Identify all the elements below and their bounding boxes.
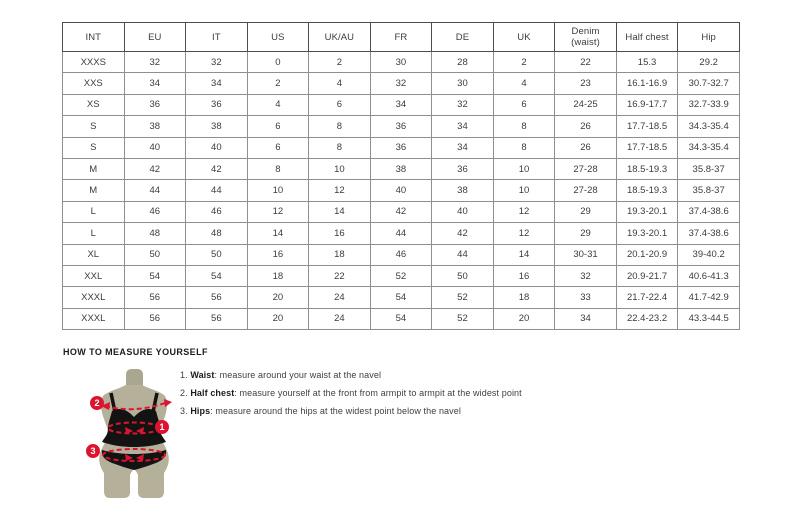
table-cell: 32 [186,52,248,73]
table-cell: 43.3-44.5 [678,308,740,329]
size-table-body [63,52,740,330]
table-cell: 36 [370,116,432,137]
badge-half-chest [90,396,104,410]
table-cell: 32 [370,73,432,94]
column-header: UK/AU [309,23,371,52]
table-cell: 12 [493,201,555,222]
table-cell: 20 [247,308,309,329]
table-cell: 18.5-19.3 [616,158,678,179]
table-cell: 22 [555,52,617,73]
table-cell: 6 [493,94,555,115]
table-cell: 52 [432,308,494,329]
table-cell: 44 [432,244,494,265]
table-cell: 16 [309,223,371,244]
badge-waist-number: 1 [159,422,165,433]
badge-hips [86,444,100,458]
table-cell: 36 [124,94,186,115]
table-cell: 4 [309,73,371,94]
table-cell: 42 [186,158,248,179]
table-cell: 40 [186,137,248,158]
table-cell: 50 [186,244,248,265]
table-cell: 54 [186,265,248,286]
table-cell: 24-25 [555,94,617,115]
instruction-number: 3. [180,406,191,416]
table-cell: S [63,137,125,158]
table-cell: 38 [186,116,248,137]
table-cell: 39-40.2 [678,244,740,265]
table-cell: 2 [309,52,371,73]
table-cell: 10 [247,180,309,201]
table-cell: XXXL [63,308,125,329]
table-cell: 10 [493,180,555,201]
size-table-head-row [63,23,740,52]
table-cell: 54 [370,308,432,329]
table-cell: 32 [432,94,494,115]
table-cell: 6 [309,94,371,115]
table-cell: 16 [247,244,309,265]
chest-arrow-right [164,399,172,407]
column-header: Denim (waist) [555,23,617,52]
table-cell: 14 [247,223,309,244]
table-row [63,52,740,73]
table-cell: 40 [432,201,494,222]
table-cell: 28 [432,52,494,73]
table-cell: XL [63,244,125,265]
table-cell: 42 [370,201,432,222]
table-cell: 48 [124,223,186,244]
column-header: DE [432,23,494,52]
table-cell: 40 [370,180,432,201]
table-cell: 17.7-18.5 [616,116,678,137]
table-cell: M [63,180,125,201]
table-cell: 52 [370,265,432,286]
column-header: Hip [678,23,740,52]
table-cell: 22 [309,265,371,286]
table-cell: 54 [370,287,432,308]
table-cell: 2 [247,73,309,94]
table-cell: XXXL [63,287,125,308]
table-cell: 44 [186,180,248,201]
table-cell: 26 [555,137,617,158]
table-row [63,73,740,94]
mannequin-illustration [78,369,192,501]
column-header: EU [124,23,186,52]
table-cell: S [63,116,125,137]
table-cell: L [63,201,125,222]
instruction-text: : measure yourself at the front from armpit to armpit at the widest point [234,388,522,398]
table-cell: 17.7-18.5 [616,137,678,158]
table-cell: 12 [309,180,371,201]
measure-instruction [180,366,522,384]
measure-instruction [180,384,522,402]
table-row [63,308,740,329]
table-cell: 14 [309,201,371,222]
column-header: UK [493,23,555,52]
table-cell: 18 [309,244,371,265]
table-cell: 35.8-37 [678,158,740,179]
size-table [62,22,740,330]
badge-half-chest-number: 2 [94,398,100,409]
table-cell: 34.3-35.4 [678,137,740,158]
instruction-label: Half chest [190,388,235,398]
table-cell: 56 [186,308,248,329]
table-cell: 44 [124,180,186,201]
table-cell: 30 [432,73,494,94]
measure-instruction [180,402,522,420]
table-cell: 27-28 [555,180,617,201]
table-cell: 30-31 [555,244,617,265]
table-row [63,223,740,244]
column-header: Half chest [616,23,678,52]
table-cell: 24 [309,287,371,308]
table-cell: 0 [247,52,309,73]
table-cell: 6 [247,116,309,137]
table-cell: 46 [124,201,186,222]
table-cell: 32 [124,52,186,73]
table-cell: 8 [309,137,371,158]
table-cell: 18 [493,287,555,308]
table-cell: 26 [555,116,617,137]
table-cell: 18.5-19.3 [616,180,678,201]
table-cell: 37.4-38.6 [678,223,740,244]
table-cell: 44 [370,223,432,244]
instruction-number: 2. [180,388,191,398]
table-cell: 8 [247,158,309,179]
column-header: IT [186,23,248,52]
table-cell: 38 [124,116,186,137]
table-cell: XXL [63,265,125,286]
table-cell: 36 [432,158,494,179]
table-cell: 20.1-20.9 [616,244,678,265]
table-cell: 2 [493,52,555,73]
instruction-label: Waist [190,370,215,380]
table-row [63,94,740,115]
instruction-text: : measure around your waist at the navel [214,370,382,380]
table-cell: 42 [432,223,494,244]
table-cell: L [63,223,125,244]
table-cell: 10 [493,158,555,179]
table-cell: 52 [432,287,494,308]
size-chart-section [62,22,740,330]
table-cell: 34 [124,73,186,94]
table-cell: 35.8-37 [678,180,740,201]
table-cell: XS [63,94,125,115]
table-cell: 54 [124,265,186,286]
table-cell: 37.4-38.6 [678,201,740,222]
table-row [63,137,740,158]
table-row [63,201,740,222]
table-cell: 18 [247,265,309,286]
table-cell: 29 [555,223,617,244]
column-header: US [247,23,309,52]
table-cell: 36 [370,137,432,158]
table-row [63,180,740,201]
table-cell: 15.3 [616,52,678,73]
table-cell: 42 [124,158,186,179]
table-cell: 34.3-35.4 [678,116,740,137]
table-row [63,158,740,179]
table-cell: 20 [493,308,555,329]
table-cell: 33 [555,287,617,308]
table-cell: 34 [432,116,494,137]
table-cell: 12 [247,201,309,222]
table-cell: 56 [124,287,186,308]
table-cell: 27-28 [555,158,617,179]
table-cell: 46 [370,244,432,265]
instruction-label: Hips [190,406,211,416]
table-cell: 34 [432,137,494,158]
table-cell: 21.7-22.4 [616,287,678,308]
table-cell: 30 [370,52,432,73]
table-cell: 40 [124,137,186,158]
table-cell: 38 [432,180,494,201]
table-cell: M [63,158,125,179]
table-cell: 16.1-16.9 [616,73,678,94]
table-cell: 22.4-23.2 [616,308,678,329]
table-cell: 29.2 [678,52,740,73]
table-cell: 32 [555,265,617,286]
table-cell: 30.7-32.7 [678,73,740,94]
table-cell: 23 [555,73,617,94]
table-cell: 8 [493,137,555,158]
instruction-text: : measure around the hips at the widest point below the navel [210,406,461,416]
table-cell: 36 [186,94,248,115]
column-header: FR [370,23,432,52]
table-cell: 16.9-17.7 [616,94,678,115]
table-cell: 40.6-41.3 [678,265,740,286]
table-cell: 19.3-20.1 [616,223,678,244]
column-header: INT [63,23,125,52]
table-cell: XXXS [63,52,125,73]
table-row [63,116,740,137]
table-cell: 34 [555,308,617,329]
table-row [63,265,740,286]
table-cell: 6 [247,137,309,158]
table-cell: 12 [493,223,555,244]
measure-section-title: HOW TO MEASURE YOURSELF [63,347,208,357]
table-cell: 46 [186,201,248,222]
badge-hips-number: 3 [90,446,96,457]
instruction-number: 1. [180,370,191,380]
table-cell: 8 [493,116,555,137]
table-cell: XXS [63,73,125,94]
mannequin-svg [78,369,192,501]
table-cell: 20 [247,287,309,308]
table-row [63,244,740,265]
table-cell: 50 [124,244,186,265]
table-cell: 4 [493,73,555,94]
table-cell: 34 [370,94,432,115]
table-cell: 20.9-21.7 [616,265,678,286]
table-cell: 56 [186,287,248,308]
table-cell: 24 [309,308,371,329]
table-cell: 50 [432,265,494,286]
table-row [63,287,740,308]
table-cell: 19.3-20.1 [616,201,678,222]
table-cell: 14 [493,244,555,265]
table-cell: 41.7-42.9 [678,287,740,308]
table-cell: 32.7-33.9 [678,94,740,115]
table-cell: 38 [370,158,432,179]
table-cell: 56 [124,308,186,329]
table-cell: 10 [309,158,371,179]
table-cell: 16 [493,265,555,286]
measure-list [180,366,522,420]
table-cell: 29 [555,201,617,222]
badge-waist [155,420,169,434]
table-cell: 34 [186,73,248,94]
table-cell: 48 [186,223,248,244]
table-cell: 4 [247,94,309,115]
table-cell: 8 [309,116,371,137]
